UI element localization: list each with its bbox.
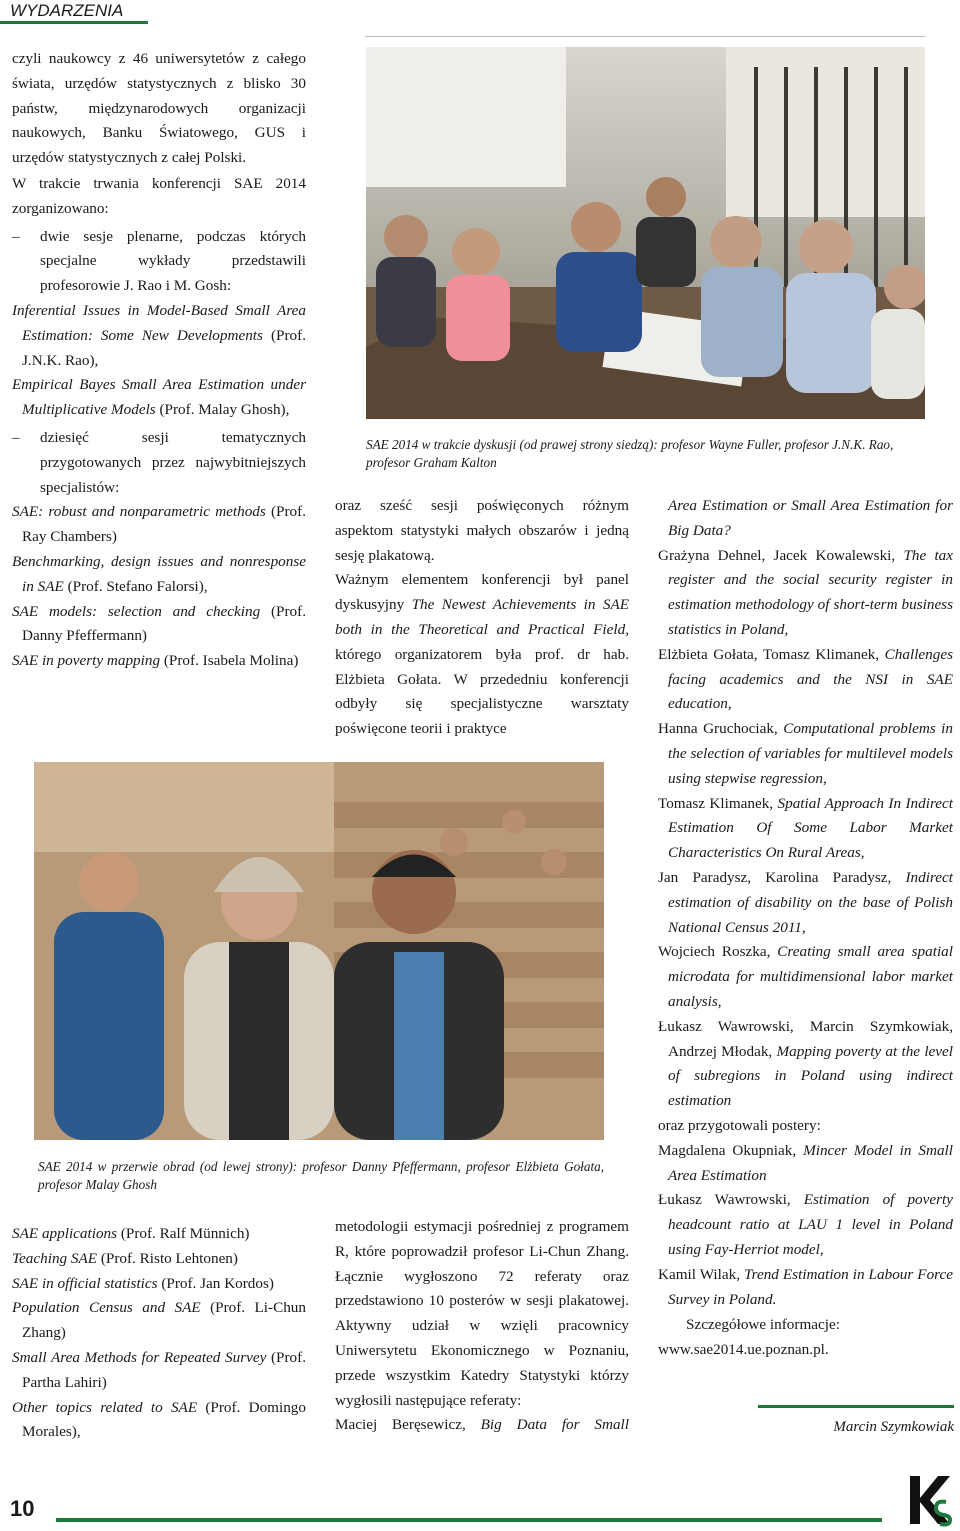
session-item: SAE models: selection and checking (Prof. Danny Pfeffermann)	[12, 602, 306, 645]
details-url[interactable]: www.sae2014.ue.poznan.pl.	[658, 1341, 829, 1359]
session-item: Benchmarking, design issues and nonresponse in SAE (Prof. Stefano Falorsi),	[12, 552, 306, 595]
paper-item: Grażyna Dehnel, Jacek Kowalewski, The tax register and the social security register in estimation methodology of short-term business statistics in Poland,	[658, 546, 953, 638]
photo-break-group	[34, 762, 604, 1140]
section-tag-rule	[0, 21, 148, 24]
session-item: Other topics related to SAE (Prof. Domingo Morales),	[12, 1398, 306, 1441]
details-label: Szczegółowe informacje:	[686, 1316, 840, 1334]
section-tag: WYDARZENIA	[10, 1, 124, 20]
left-column-top	[12, 47, 306, 674]
session-item: SAE in official statistics (Prof. Jan Kordos)	[12, 1274, 274, 1292]
workshop-paragraph: metodologii estymacji pośredniej z programem R, które poprowadził profesor Li-Chun Zhang. Łącznie wygłoszono 72 referaty oraz przedstawiono 10 posterów w sesji plakatowej. Aktywny udział w wzięli pracownicy Uniwersytetu Ekonomicznego w Poznaniu, przede wszystkim Katedry Statystyki którzy wygłosili następujące referaty:	[335, 1218, 629, 1409]
dash-mark: –	[12, 428, 20, 446]
paper-item: Maciej Beręsewicz, Big Data for Small	[335, 1416, 629, 1434]
left-column-bottom	[12, 1222, 306, 1445]
organized-paragraph: W trakcie trwania konferencji SAE 2014 zorganizowano:	[12, 174, 306, 217]
panel-paragraph: Ważnym elementem konferencji był panel dyskusyjny The Newest Achievements in SAE both in the Theoretical and Practical Field, którego organizatorem była prof. dr hab. Elżbieta Gołata. W przededniu konferencji odbyły się specjalistyczne warsztaty poświęcone teorii i praktyce	[335, 571, 629, 738]
talk-item: Inferential Issues in Model-Based Small Area Estimation: Some New Developments (Prof. J.N.K. Rao),	[12, 301, 306, 369]
middle-column-bottom	[335, 1215, 629, 1438]
paper-item: Elżbieta Gołata, Tomasz Klimanek, Challenges facing academics and the NSI in SAE education,	[658, 645, 953, 713]
talk-item: Empirical Bayes Small Area Estimation under Multiplicative Models (Prof. Malay Ghosh),	[12, 376, 306, 419]
plenary-text: dwie sesje plenarne, podczas których specjalne wykłady przedstawili profesorowie J. Rao i M. Gosh:	[40, 227, 306, 295]
paper-title-continued: Area Estimation or Small Area Estimation for Big Data?	[668, 497, 953, 539]
poster-item: Kamil Wilak, Trend Estimation in Labour Force Survey in Poland.	[658, 1265, 953, 1308]
photo-discussion-panel	[366, 47, 925, 419]
intro-paragraph: czyli naukowcy z 46 uniwersytetów z całego świata, urzędów statystycznych z blisko 30 państw, międzynarodowych organizacji naukowych, Banku Światowego, GUS i urzędów statystycznych z całej Polski.	[12, 50, 306, 167]
session-item: SAE applications (Prof. Ralf Münnich)	[12, 1225, 250, 1242]
paper-item: Wojciech Roszka, Creating small area spatial microdata for multidimensional labor market analysis,	[658, 943, 953, 1010]
session-item: Small Area Methods for Repeated Survey (Prof. Partha Lahiri)	[12, 1348, 306, 1391]
plenary-item	[12, 225, 306, 299]
caption-bottom-photo: SAE 2014 w przerwie obrad (od lewej strony): profesor Danny Pfeffermann, profesor Elżbieta Gołata, profesor Malay Ghosh	[38, 1159, 604, 1192]
right-column	[658, 494, 953, 1363]
bottom-rule	[56, 1518, 882, 1522]
middle-column-top	[335, 494, 629, 742]
dash-mark: –	[12, 227, 20, 245]
paper-item: Łukasz Wawrowski, Marcin Szymkowiak, Andrzej Młodak, Mapping poverty at the level of subregions in Poland using indirect estimation	[658, 1017, 953, 1110]
article-author: Marcin Szymkowiak	[833, 1419, 954, 1435]
publication-logo	[906, 1472, 956, 1528]
sessions-paragraph: oraz sześć sesji poświęconych różnym aspektom statystyki małych obszarów i jedną sesję plakatową.	[335, 497, 629, 564]
paper-item: Tomasz Klimanek, Spatial Approach In Indirect Estimation Of Some Labor Market Characteristics On Rural Areas,	[658, 794, 953, 862]
session-item: SAE: robust and nonparametric methods (Prof. Ray Chambers)	[12, 503, 306, 546]
thematic-item	[12, 426, 306, 500]
paper-item: Hanna Gruchociak, Computational problems in the selection of variables for multilevel models using stepwise regression,	[658, 720, 953, 787]
session-item: Population Census and SAE (Prof. Li-Chun Zhang)	[12, 1299, 306, 1342]
posters-intro: oraz przygotowali postery:	[658, 1116, 821, 1134]
session-item: Teaching SAE (Prof. Risto Lehtonen)	[12, 1249, 238, 1267]
session-item: SAE in poverty mapping (Prof. Isabela Molina)	[12, 652, 299, 670]
author-rule	[758, 1405, 954, 1408]
poster-item: Magdalena Okupniak, Mincer Model in Small Area Estimation	[658, 1141, 953, 1184]
poster-item: Łukasz Wawrowski, Estimation of poverty headcount ratio at LAU 1 level in Poland using Fay-Herriot model,	[658, 1191, 953, 1258]
thematic-text: dziesięć sesji tematycznych przygotowanych przez najwybitniejszych specjalistów:	[40, 428, 306, 496]
page-number: 10	[10, 1496, 35, 1521]
top-thin-rule	[365, 36, 925, 37]
paper-item: Jan Paradysz, Karolina Paradysz, Indirect estimation of disability on the base of Polish National Census 2011,	[658, 868, 953, 936]
caption-top-photo: SAE 2014 w trakcie dyskusji (od prawej strony siedzą): profesor Wayne Fuller, profesor J.N.K. Rao, profesor Graham Kalton	[366, 437, 894, 470]
